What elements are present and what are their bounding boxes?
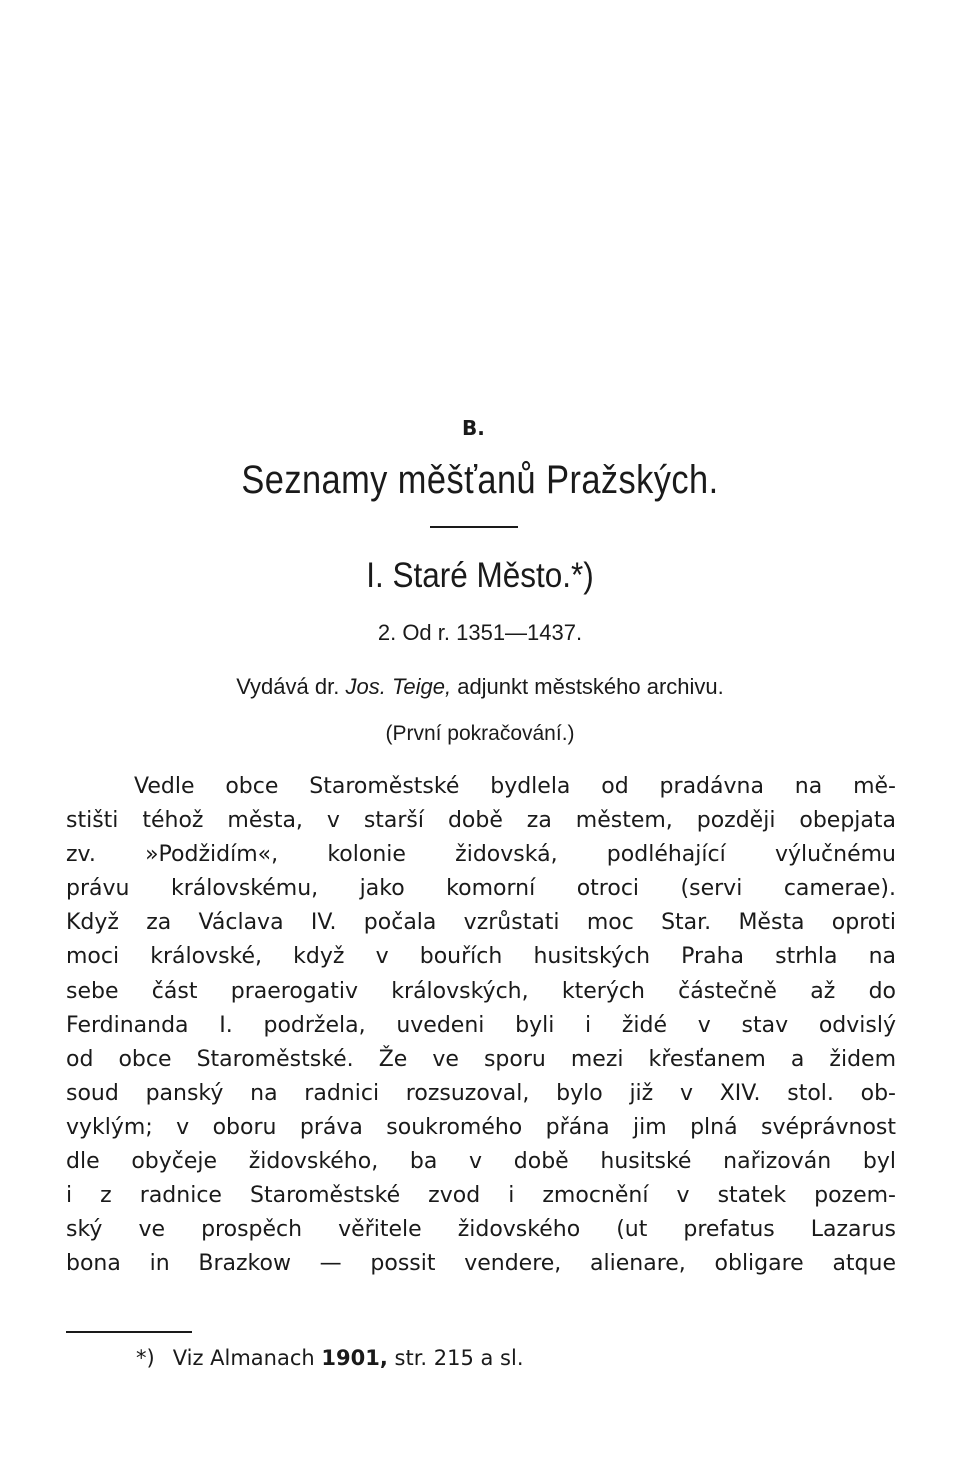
body-line: sebe část praerogativ královských, kterých částečně až do [66, 978, 896, 1004]
body-line: ský ve prospěch věřitele židovského (ut prefatus Lazarus [66, 1217, 896, 1243]
main-title: Seznamy měšťanů Pražských. [241, 458, 719, 502]
body-line: stišti téhož města, v starší době za městem, později obepjata [66, 808, 896, 834]
body-line: Ferdinanda I. podržela, uvedeni byli i židé v stav odvislý [66, 1012, 896, 1038]
editor-last-name: Teige, [391, 674, 452, 699]
editor-first-name: Jos. [345, 674, 386, 699]
section-letter: B. [462, 416, 485, 440]
footnote-marker: *) [136, 1346, 155, 1370]
editor-suffix: adjunkt městského archivu. [457, 674, 724, 699]
body-line: Když za Václava IV. počala vzrůstati moc Star. Města oproti [66, 910, 896, 936]
body-line: bona in Brazkow — possit vendere, alienare, obligare atque [66, 1251, 896, 1277]
editor-prefix: Vydává dr. [236, 674, 340, 699]
footnote-reference: str. 215 a sl. [394, 1346, 524, 1370]
body-line: zv. »Podžidím«, kolonie židovská, podléhající výlučnému [66, 842, 896, 868]
footnote-year: 1901, [321, 1346, 388, 1370]
footnote-divider [66, 1331, 192, 1333]
editor-line [0, 674, 960, 700]
title-divider [430, 526, 518, 528]
footnote [136, 1346, 524, 1370]
period-subtitle: 2. Od r. 1351—1437. [377, 620, 583, 645]
continuation-note: (První pokračování.) [385, 722, 575, 745]
body-paragraph [66, 770, 896, 1281]
footnote-text: Viz Almanach [172, 1346, 315, 1370]
body-line: i z radnice Staroměstské zvod i zmocnění v statek pozem- [66, 1183, 896, 1209]
body-line: právu královskému, jako komorní otroci (servi camerae). [66, 876, 896, 902]
part-title: I. Staré Město.*) [366, 556, 594, 595]
body-line: soud panský na radnici rozsuzoval, bylo již v XIV. stol. ob- [66, 1080, 896, 1106]
body-line: Vedle obce Staroměstské bydlela od pradávna na mě- [134, 774, 896, 799]
body-line: moci královské, když v bouřích husitských Praha strhla na [66, 944, 896, 970]
body-line: dle obyčeje židovského, ba v době husitské nařizován byl [66, 1149, 896, 1175]
body-line: vyklým; v oboru práva soukromého přána jim plná svéprávnost [66, 1114, 896, 1140]
body-line: od obce Staroměstské. Že ve sporu mezi křesťanem a židem [66, 1046, 896, 1072]
